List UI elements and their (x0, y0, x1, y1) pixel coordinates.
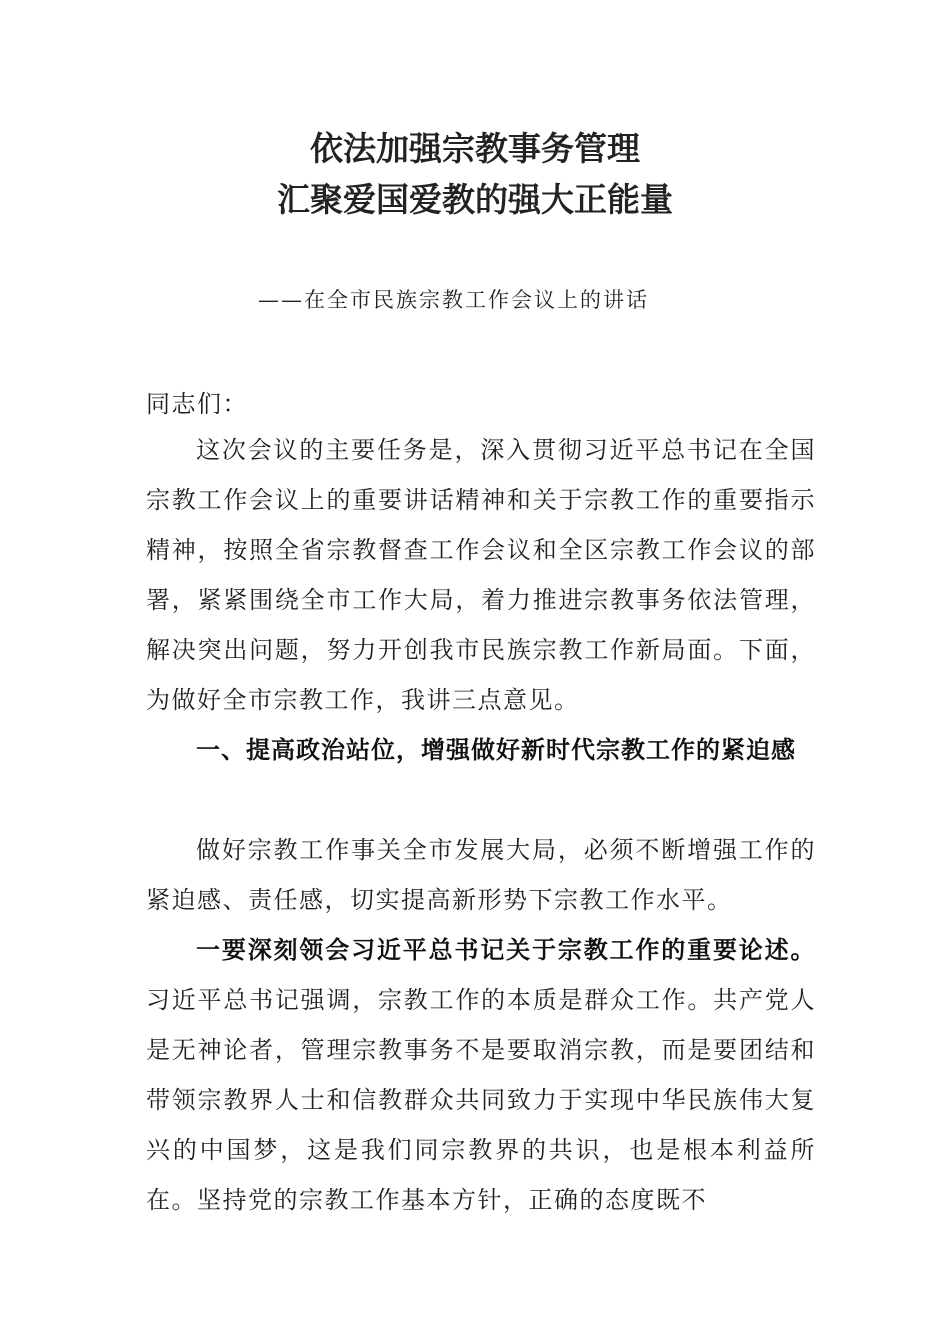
greeting: 同志们： (146, 390, 248, 418)
section-heading-1: 一、提高政治站位，增强做好新时代宗教工作的紧迫感 (196, 736, 796, 764)
title-line-2: 汇聚爱国爱教的强大正能量 (277, 180, 673, 219)
paragraph-3 (146, 925, 816, 1225)
paragraph-3-lead: 一要深刻领会习近平总书记关于宗教工作的重要论述。 (196, 935, 816, 964)
title-line-1: 依法加强宗教事务管理 (310, 129, 640, 168)
paragraph-2: 做好宗教工作事关全市发展大局，必须不断增强工作的紧迫感、责任感，切实提高新形势下宗教工作水平。 (146, 836, 816, 914)
subtitle: ——在全市民族宗教工作会议上的讲话 (258, 288, 649, 312)
paragraph-3-body: 习近平总书记强调，宗教工作的本质是群众工作。共产党人是无神论者，管理宗教事务不是要取消宗教，而是要团结和带领宗教界人士和信教群众共同致力于实现中华民族伟大复兴的中国梦，这是我们同宗教界的共识，也是根本利益所在。坚持党的宗教工作基本方针，正确的态度既不 (146, 986, 816, 1214)
paragraph-1: 这次会议的主要任务是，深入贯彻习近平总书记在全国宗教工作会议上的重要讲话精神和关于宗教工作的重要指示精神，按照全省宗教督查工作会议和全区宗教工作会议的部署，紧紧围绕全市工作大局，着力推进宗教事务依法管理，解决突出问题，努力开创我市民族宗教工作新局面。下面，为做好全市宗教工作，我讲三点意见。 (146, 436, 816, 714)
